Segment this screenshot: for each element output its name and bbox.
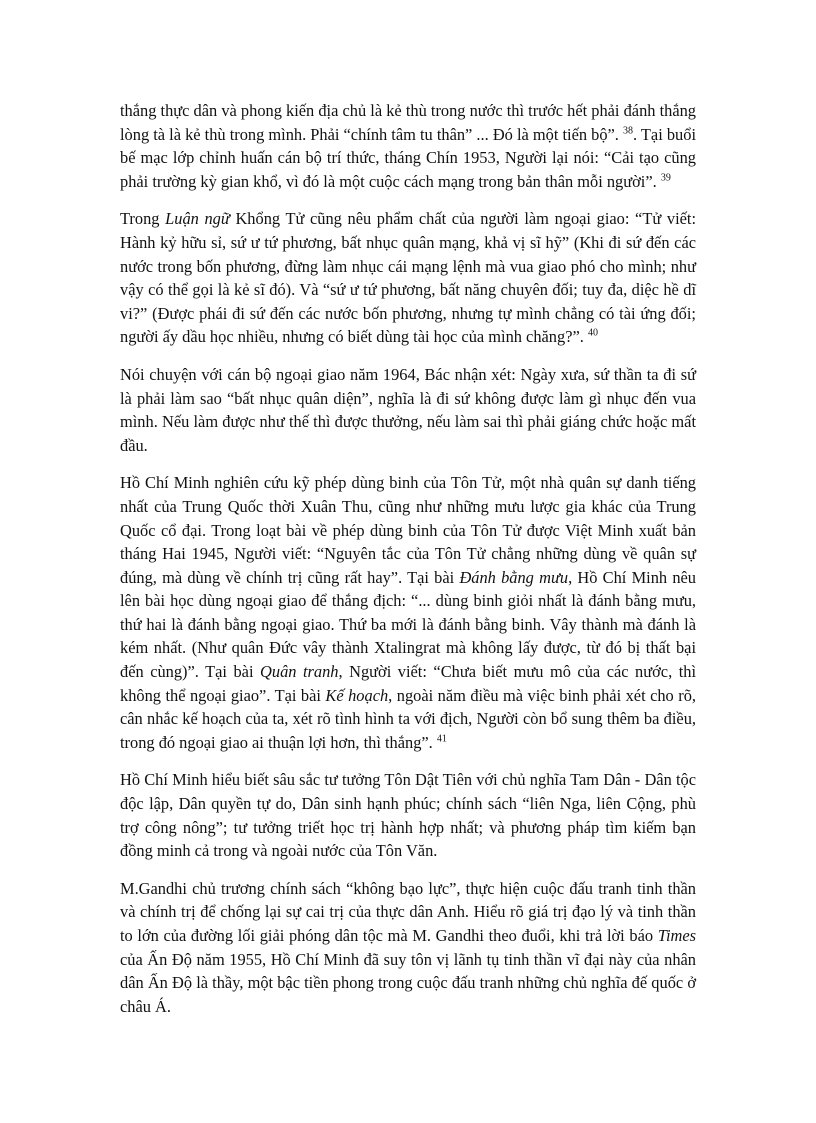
paragraph-text: Khổng Tử cũng nêu phẩm chất của người làm ngoại giao: “Tử viết: Hành kỷ hữu sỉ, sứ ư tứ phương, bất nhục quân mạng, khả vị sĩ hỹ” (Khi đi sứ đến các nước trong bốn phương, đừng làm nhục cái mạng lệnh mà vua giao phó cho mình; như vậy có thể gọi là kẻ sĩ đó). Và “sứ ư tứ phương, bất năng chuyên đối; tuy đa, diệc hề dĩ vi?” (Được phái đi sứ đến các nước bốn phương, nhưng tự mình chẳng có tài ứng đối; người ấy dầu học nhiều, nhưng có biết dùng tài học của mình chăng?”.	[120, 209, 697, 347]
paragraph-text: Trong	[120, 209, 166, 229]
footnote-reference: 40	[587, 327, 598, 339]
document-page	[120, 99, 696, 1032]
paragraph	[120, 207, 696, 349]
footnote-reference: 38	[623, 125, 634, 137]
paragraph-text: của Ấn Độ năm 1955, Hồ Chí Minh đã suy tôn vị lãnh tụ tinh thần vĩ đại này của nhân dân Ấn Độ là thầy, một bậc tiền phong trong cuộc đấu tranh những chủ nghĩa đế quốc ở châu Á.	[120, 949, 696, 1016]
paragraph-text: , ngoài năm điều mà việc binh phải xét cho rõ, cân nhắc kế hoạch của ta, xét rõ tình hình ta với địch, Người còn bổ sung thêm ba điều, trong đó ngoại giao ai thuận lợi hơn, thì thắng”.	[120, 685, 696, 752]
paragraph-text: Hồ Chí Minh hiểu biết sâu sắc tư tưởng Tôn Dật Tiên với chủ nghĩa Tam Dân - Dân tộc độc lập, Dân quyền tự do, Dân sinh hạnh phúc; chính sách “liên Nga, liên Cộng, phù trợ công nông”; tư tưởng triết học trị hành hợp nhất; và phương pháp tìm kiếm bạn đồng minh cả trong và ngoài nước của Tôn Văn.	[120, 770, 696, 861]
paragraph-text: , Hồ Chí Minh nêu lên bài học dùng ngoại giao để thắng địch: “... dùng binh giỏi nhất là đánh bằng mưu, thứ hai là đánh bằng ngoại giao. Thứ ba mới là đánh bằng binh. Vây thành mà đánh là kém nhất. (Như quân Đức vây thành Xtalingrat mà không lấy được, từ đó bị thất bại đến cùng)”. Tại bài	[120, 567, 696, 682]
italic-title: Đánh bằng mưu	[459, 567, 569, 587]
paragraph	[120, 99, 696, 193]
paragraph-text: . Tại buổi bế mạc lớp chỉnh huấn cán bộ trí thức, tháng Chín 1953, Người lại nói: “Cải tạo cũng phải trường kỳ gian khổ, vì đó là một cuộc cách mạng trong bản thân mỗi người”.	[120, 124, 696, 191]
paragraph-text: Hồ Chí Minh nghiên cứu kỹ phép dùng binh của Tôn Tử, một nhà quân sự danh tiếng nhất của Trung Quốc thời Xuân Thu, cũng như những mưu lược gia khác của Trung Quốc cổ đại. Trong loạt bài về phép dùng binh của Tôn Tử được Việt Minh xuất bản tháng Hai 1945, Người viết: “Nguyên tắc của Tôn Tử chẳng những dùng về quân sự đúng, mà dùng về chính trị cũng rất hay”. Tại bài	[120, 473, 696, 587]
paragraph-text: , Người viết: “Chưa biết mưu mô của các nước, thì không thể ngoại giao”. Tại bài	[120, 662, 696, 705]
paragraph	[120, 877, 696, 1019]
paragraph	[120, 768, 696, 862]
italic-title: Quân tranh	[260, 662, 339, 682]
footnote-reference: 41	[436, 733, 447, 745]
italic-title: Times	[657, 926, 696, 945]
paragraph	[120, 363, 696, 457]
italic-title: Luận ngữ	[165, 209, 230, 229]
paragraph	[120, 471, 696, 754]
italic-title: Kế hoạch	[325, 685, 389, 705]
paragraph-text: M.Gandhi chủ trương chính sách “không bạo lực”, thực hiện cuộc đấu tranh tinh thần và chính trị để chống lại sự cai trị của thực dân Anh. Hiểu rõ giá trị đạo lý và tinh thần to lớn của đường lối giải phóng dân tộc mà M. Gandhi theo đuổi, khi trả lời báo	[120, 878, 696, 945]
paragraph-text: Nói chuyện với cán bộ ngoại giao năm 1964, Bác nhận xét: Ngày xưa, sứ thần ta đi sứ là phải làm sao “bất nhục quân diện”, nghĩa là đi sứ không được làm gì nhục đến vua mình. Nếu làm được như thế thì được thưởng, nếu làm sai thì phải giáng chức hoặc mất đầu.	[120, 364, 696, 455]
footnote-reference: 39	[660, 172, 671, 184]
paragraph-text: thắng thực dân và phong kiến địa chủ là kẻ thù trong nước thì trước hết phải đánh thắng lòng tà là kẻ thù trong mình. Phải “chính tâm tu thân” ... Đó là một tiến bộ”.	[120, 101, 696, 144]
